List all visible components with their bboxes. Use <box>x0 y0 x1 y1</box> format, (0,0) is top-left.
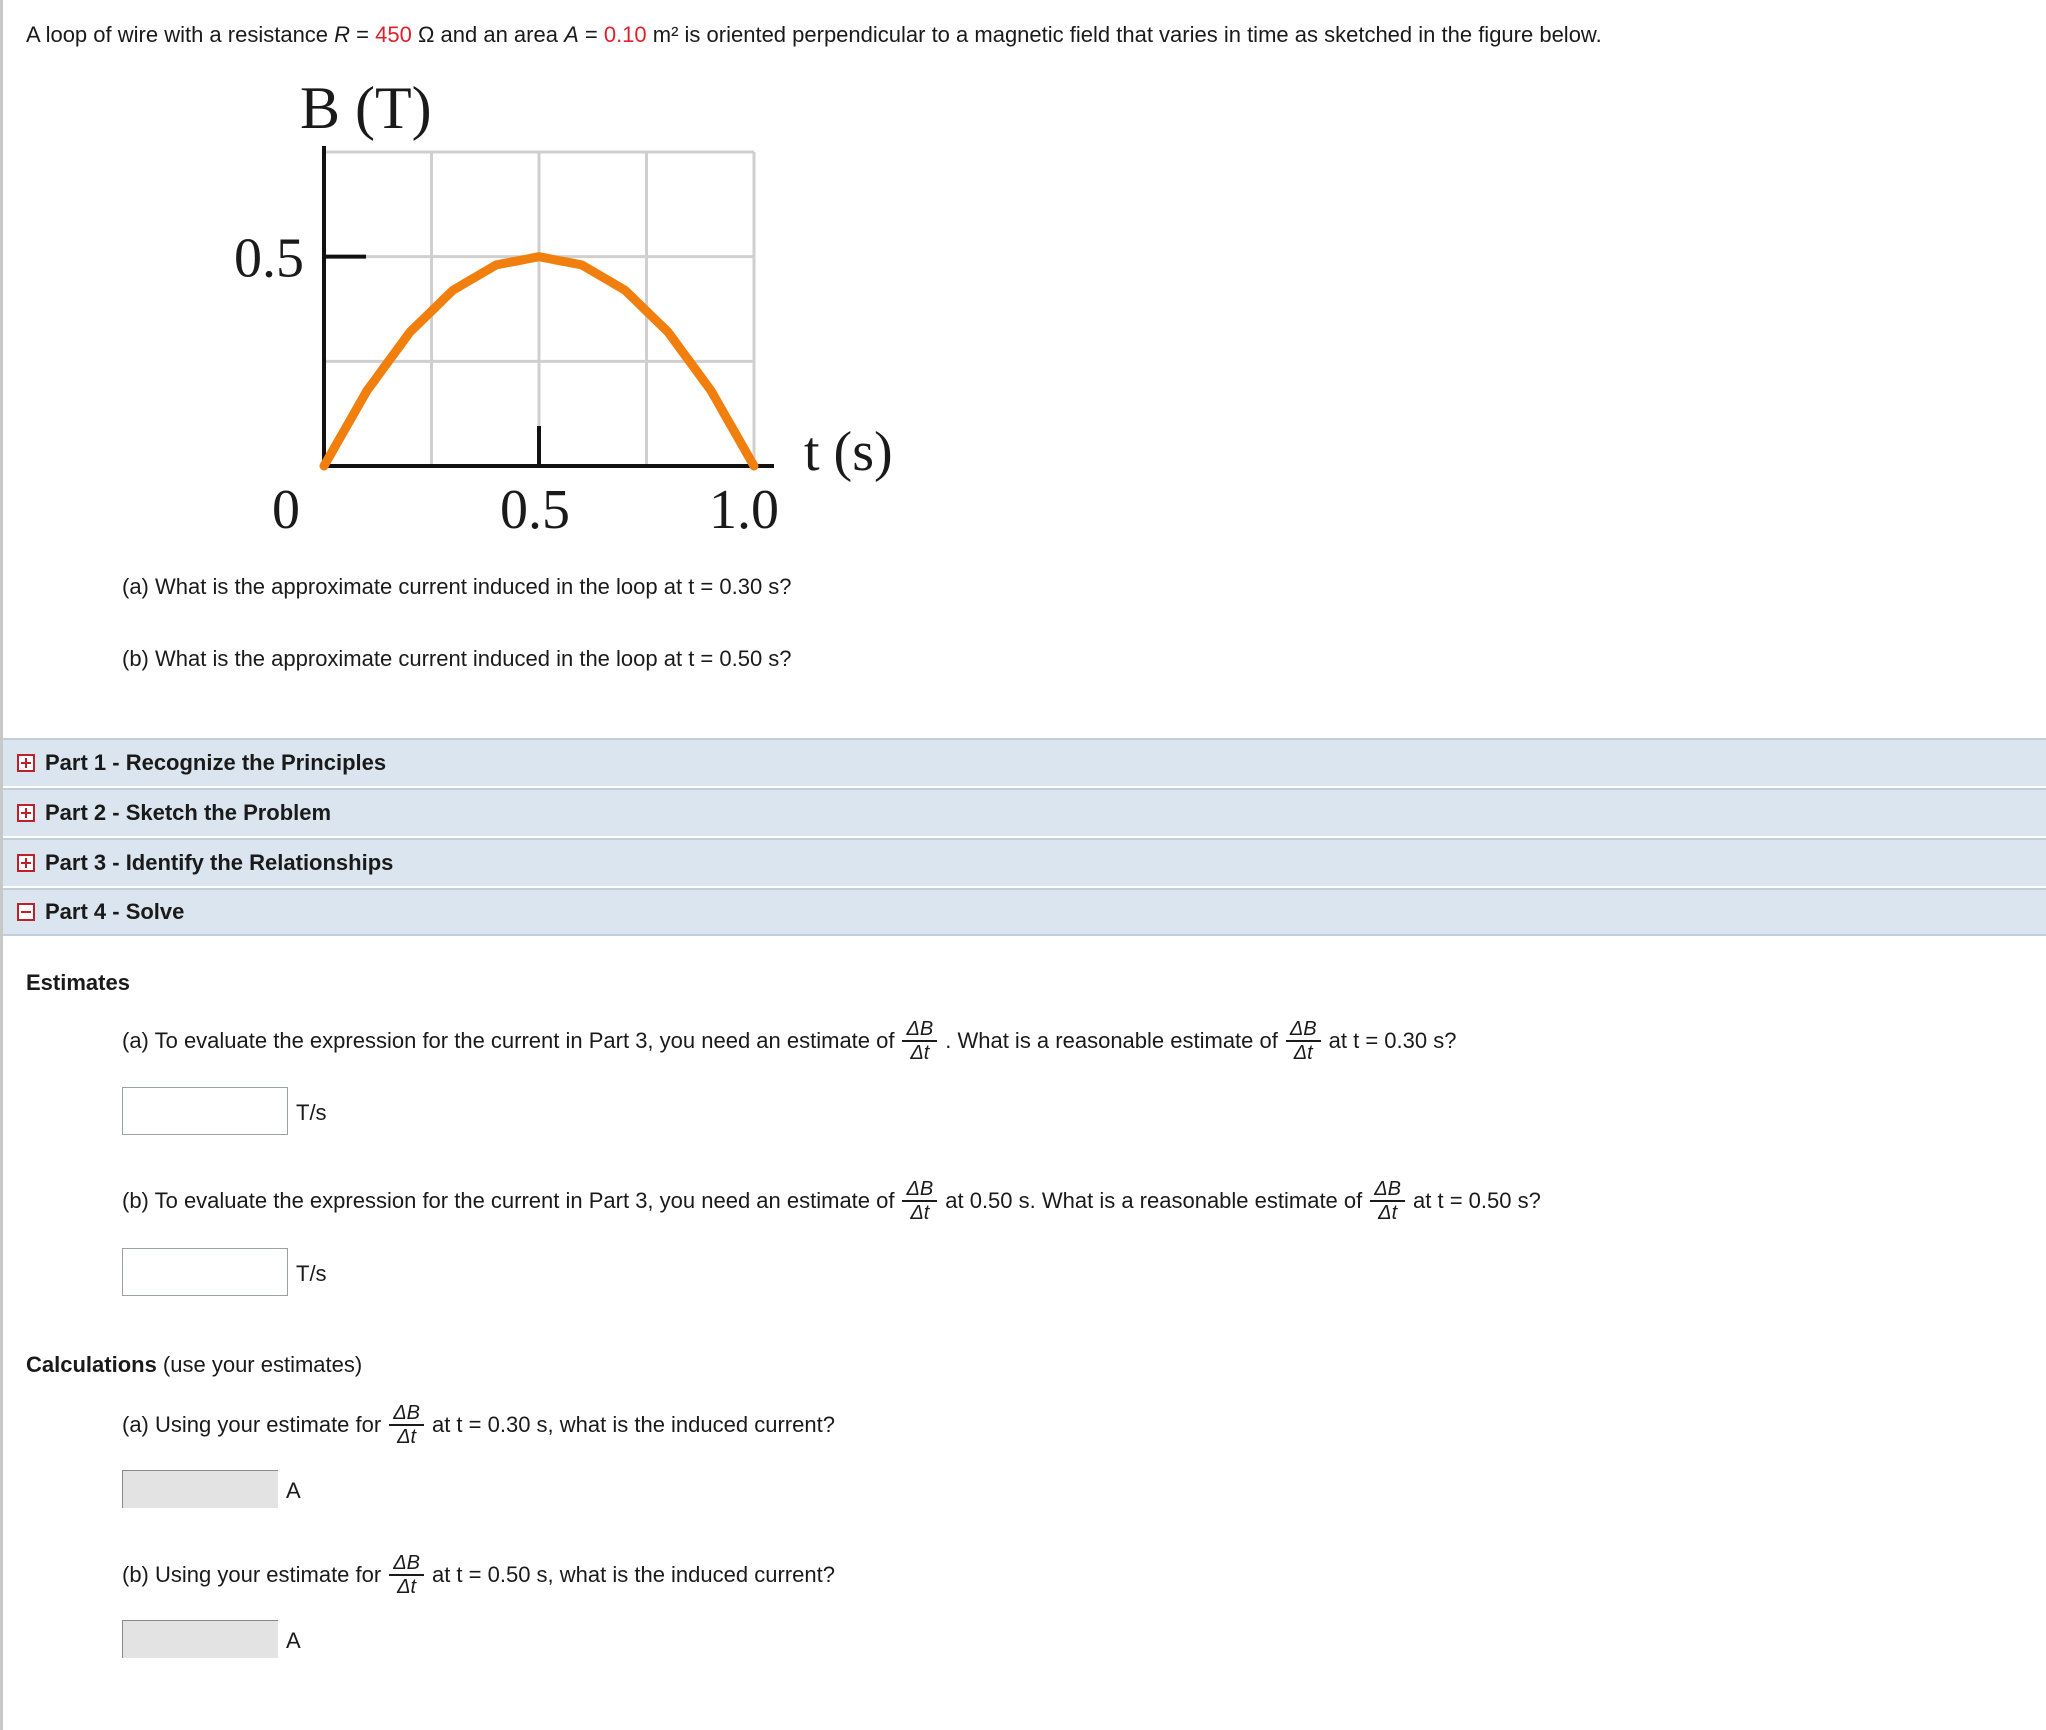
frac-den: Δt <box>397 1576 417 1598</box>
calc-b-text-end: at t = 0.50 s, what is the induced current? <box>431 1562 835 1587</box>
part-3-label: Part 3 - Identify the Relationships <box>45 850 394 875</box>
y-tick-label: 0.5 <box>234 227 304 290</box>
frac-den: Δt <box>397 1426 417 1448</box>
part-1-header[interactable] <box>3 738 2046 786</box>
resistance-symbol: R <box>334 22 351 47</box>
expand-icon[interactable] <box>17 854 35 872</box>
estimates-heading: Estimates <box>26 970 130 995</box>
collapse-icon[interactable] <box>17 903 35 921</box>
calc-a-text: (a) Using your estimate for <box>122 1412 382 1437</box>
chart-grid <box>324 152 754 466</box>
intro-text: A loop of wire with a resistance <box>26 22 335 47</box>
question-b: (b) What is the approximate current induced in the loop at t = 0.50 s? <box>122 646 792 671</box>
frac-num: ΔB <box>902 1178 937 1202</box>
delta-b-over-delta-t <box>389 1402 424 1448</box>
estimate-b-text-end: at t = 0.50 s? <box>1413 1188 1541 1213</box>
b-vs-t-chart <box>200 70 920 550</box>
problem-statement <box>26 22 1602 48</box>
frac-den: Δt <box>1378 1202 1398 1224</box>
equals-sign: = <box>350 22 376 47</box>
estimate-b-prompt <box>122 1178 1541 1224</box>
frac-num: ΔB <box>902 1018 937 1042</box>
calc-a-prompt <box>122 1402 835 1448</box>
area-unit: m² <box>646 22 679 47</box>
part-2-label: Part 2 - Sketch the Problem <box>45 800 332 825</box>
equals-sign: = <box>578 22 604 47</box>
estimate-a-prompt <box>122 1018 1456 1064</box>
part-4-header[interactable] <box>3 888 2046 936</box>
expand-icon[interactable] <box>17 804 35 822</box>
estimate-a-unit: T/s <box>296 1100 327 1125</box>
estimate-a-text-mid: . What is a reasonable estimate of <box>945 1028 1278 1053</box>
area-value: 0.10 <box>603 22 647 47</box>
calc-b-text: (b) Using your estimate for <box>122 1562 382 1587</box>
resistance-unit: Ω and an area <box>411 22 565 47</box>
estimate-b-input[interactable] <box>122 1248 288 1296</box>
expand-icon[interactable] <box>17 754 35 772</box>
part-4-label: Part 4 - Solve <box>45 899 185 924</box>
frac-num: ΔB <box>1370 1178 1405 1202</box>
calc-b-prompt <box>122 1552 835 1598</box>
x-tick-label: 0 <box>272 479 300 541</box>
y-axis-label: B (T) <box>300 75 432 141</box>
frac-num: ΔB <box>1286 1018 1321 1042</box>
calculations-heading <box>26 1352 362 1378</box>
part-3-header[interactable] <box>3 838 2046 886</box>
frac-num: ΔB <box>389 1402 424 1426</box>
frac-den: Δt <box>910 1042 930 1064</box>
estimate-b-unit: T/s <box>296 1261 327 1286</box>
delta-b-over-delta-t <box>389 1552 424 1598</box>
calculations-heading-bold: Calculations <box>26 1352 157 1377</box>
x-axis-label: t (s) <box>804 421 893 483</box>
calculations-heading-rest: (use your estimates) <box>156 1352 363 1377</box>
x-tick-label: 0.5 <box>500 479 570 541</box>
resistance-value: 450 <box>375 22 412 47</box>
delta-b-over-delta-t <box>1370 1178 1405 1224</box>
calc-b-input[interactable] <box>122 1620 278 1658</box>
calc-a-unit: A <box>286 1478 301 1503</box>
frac-den: Δt <box>910 1202 930 1224</box>
area-symbol: A <box>564 22 579 47</box>
part-2-header[interactable] <box>3 788 2046 836</box>
delta-b-over-delta-t <box>1286 1018 1321 1064</box>
calc-a-input[interactable] <box>122 1470 278 1508</box>
x-tick-label: 1.0 <box>709 479 779 541</box>
estimate-a-text: (a) To evaluate the expression for the current in Part 3, you need an estimate of <box>122 1028 895 1053</box>
chart-axes <box>324 146 774 466</box>
frac-den: Δt <box>1293 1042 1313 1064</box>
intro-text-end: is oriented perpendicular to a magnetic field that varies in time as sketched in the figure below. <box>678 22 1602 47</box>
estimate-a-text-end: at t = 0.30 s? <box>1328 1028 1457 1053</box>
calc-b-unit: A <box>286 1628 301 1653</box>
question-a: (a) What is the approximate current induced in the loop at t = 0.30 s? <box>122 574 792 599</box>
calc-a-text-end: at t = 0.30 s, what is the induced current? <box>431 1412 835 1437</box>
estimate-b-text: (b) To evaluate the expression for the current in Part 3, you need an estimate of <box>122 1188 895 1213</box>
delta-b-over-delta-t <box>902 1178 937 1224</box>
frac-num: ΔB <box>389 1552 424 1576</box>
delta-b-over-delta-t <box>902 1018 937 1064</box>
part-1-label: Part 1 - Recognize the Principles <box>45 750 387 775</box>
tick-labels <box>234 228 779 541</box>
estimate-b-text-mid: at 0.50 s. What is a reasonable estimate of <box>945 1188 1363 1213</box>
estimate-a-input[interactable] <box>122 1087 288 1135</box>
